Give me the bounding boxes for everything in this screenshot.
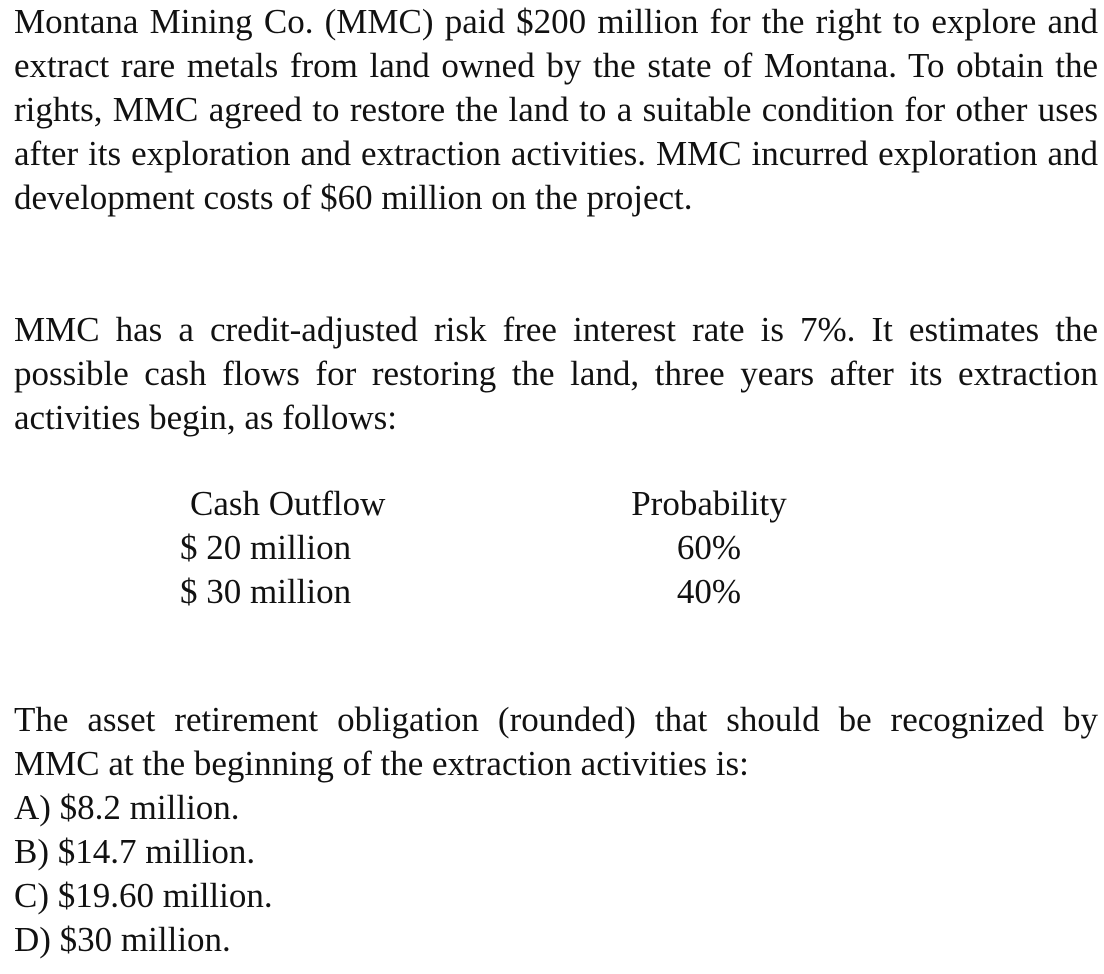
answer-option-b: B) $14.7 million. (14, 832, 256, 871)
cash-outflow-cell: $ 30 million (180, 572, 352, 611)
answer-option-a: A) $8.2 million. (14, 788, 240, 827)
intro-paragraph: Montana Mining Co. (MMC) paid $200 million for the right to explore and extract rare metals from land owned by the state of Montana. To obtain the rights, MMC agreed to restore the land to a suitable condition for other uses after its exploration and extraction activities. MMC incurred exploration and development costs of $60 million on the project. (14, 2, 1098, 217)
probability-column (594, 482, 824, 614)
probability-header: Probability (631, 484, 787, 523)
answer-options (14, 786, 273, 962)
probability-cell: 60% (676, 528, 742, 567)
answer-option-d: D) $30 million. (14, 920, 231, 959)
cash-outflow-column (180, 482, 440, 614)
probability-cell: 40% (676, 572, 742, 611)
answer-option-c: C) $19.60 million. (14, 876, 273, 915)
cash-outflow-cell: $ 20 million (180, 528, 352, 567)
cash-flow-table (14, 482, 1098, 622)
interest-rate-paragraph: MMC has a credit-adjusted risk free interest rate is 7%. It estimates the possible cash flows for restoring the land, three years after its extraction activities begin, as follows: (14, 310, 1098, 437)
cash-outflow-header: Cash Outflow (190, 484, 386, 523)
question-text: The asset retirement obligation (rounded) that should be recognized by MMC at the beginning of the extraction activities is: (14, 700, 1098, 783)
